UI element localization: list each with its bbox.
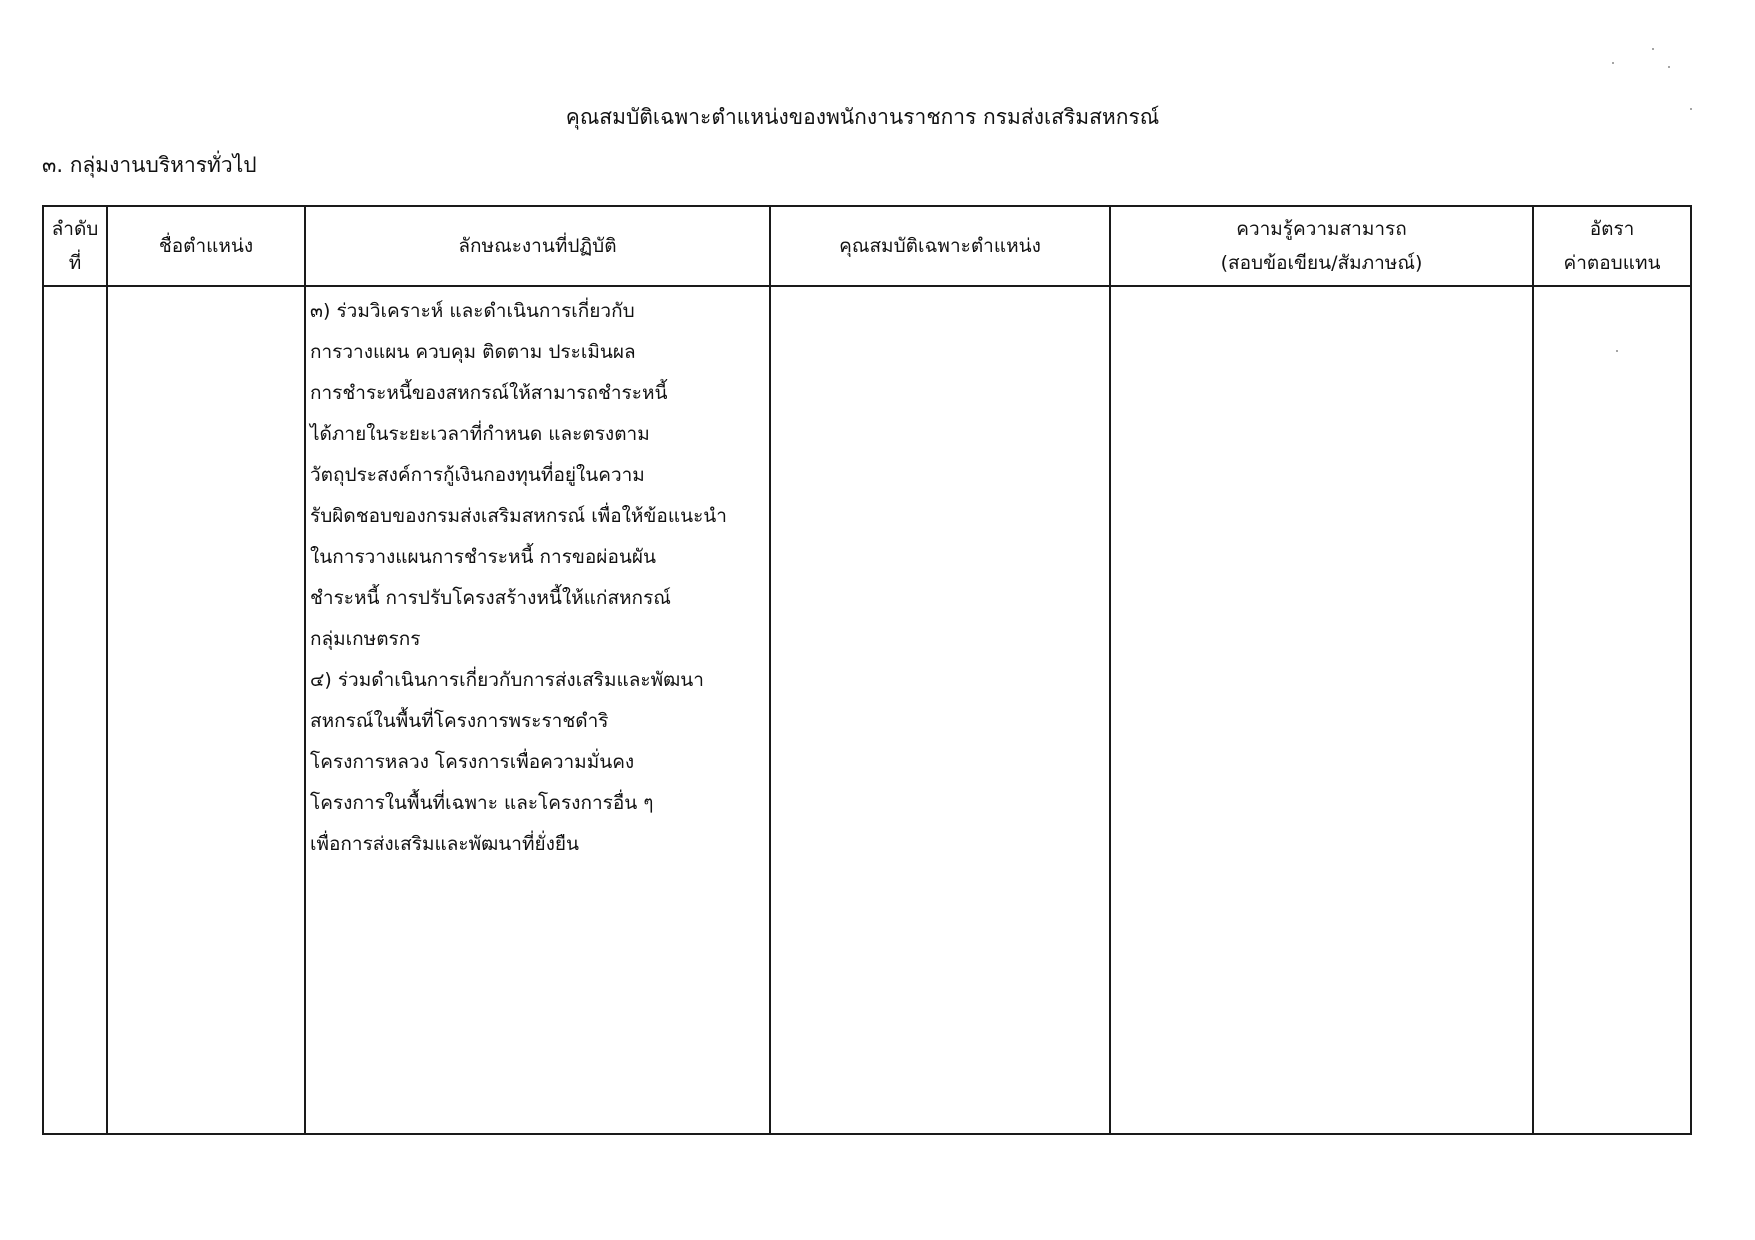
job-description-line: ในการวางแผนการชำระหนี้ การขอผ่อนผัน: [310, 546, 656, 568]
header-knowledge: [1110, 206, 1533, 286]
header-order-line2: ที่: [68, 252, 82, 274]
cell-qualifications: [770, 286, 1110, 1134]
cell-compensation: [1533, 286, 1691, 1134]
job-description-line: ๔) ร่วมดำเนินการเกี่ยวกับการส่งเสริมและพัฒนา: [310, 669, 704, 691]
scan-speck: [1652, 48, 1654, 50]
header-order: [43, 206, 107, 286]
table-row: [43, 286, 1691, 1134]
header-position-name: ชื่อตำแหน่ง: [107, 206, 305, 286]
job-description-line: ชำระหนี้ การปรับโครงสร้างหนี้ให้แก่สหกรณ์: [310, 587, 671, 609]
header-compensation: [1533, 206, 1691, 286]
page-title: คุณสมบัติเฉพาะตำแหน่งของพนักงานราชการ กรมส่งเสริมสหกรณ์: [565, 105, 1160, 129]
section-heading: ๓. กลุ่มงานบริหารทั่วไป: [42, 153, 257, 177]
job-description-line: การชำระหนี้ของสหกรณ์ให้สามารถชำระหนี้: [310, 382, 668, 404]
job-description-line: กลุ่มเกษตรกร: [310, 628, 421, 650]
cell-job-description: [305, 286, 770, 1134]
job-description-line: โครงการหลวง โครงการเพื่อความมั่นคง: [310, 751, 635, 773]
job-description-text: [306, 287, 769, 865]
job-description-line: ได้ภายในระยะเวลาที่กำหนด และตรงตาม: [310, 423, 650, 445]
job-description-line: การวางแผน ควบคุม ติดตาม ประเมินผล: [310, 341, 636, 363]
header-qualifications: คุณสมบัติเฉพาะตำแหน่ง: [770, 206, 1110, 286]
header-knowledge-line1: ความรู้ความสามารถ: [1236, 218, 1407, 240]
cell-knowledge: [1110, 286, 1533, 1134]
cell-position-name: [107, 286, 305, 1134]
header-compensation-line1: อัตรา: [1589, 218, 1635, 240]
job-description-line: ๓) ร่วมวิเคราะห์ และดำเนินการเกี่ยวกับ: [310, 300, 635, 322]
header-knowledge-line2: (สอบข้อเขียน/สัมภาษณ์): [1220, 252, 1423, 274]
job-description-line: เพื่อการส่งเสริมและพัฒนาที่ยั่งยืน: [310, 833, 579, 855]
scan-speck: [1668, 66, 1670, 68]
scan-speck: [1616, 350, 1618, 352]
table-header-row: [43, 206, 1691, 286]
qualification-table: [42, 205, 1692, 1135]
scan-speck: [1612, 62, 1614, 64]
header-compensation-line2: ค่าตอบแทน: [1563, 252, 1661, 274]
job-description-line: โครงการในพื้นที่เฉพาะ และโครงการอื่น ๆ: [310, 792, 654, 814]
header-job-description: ลักษณะงานที่ปฏิบัติ: [305, 206, 770, 286]
header-order-line1: ลำดับ: [51, 218, 99, 240]
cell-order: [43, 286, 107, 1134]
job-description-line: รับผิดชอบของกรมส่งเสริมสหกรณ์ เพื่อให้ข้อแนะนำ: [310, 505, 727, 527]
job-description-line: วัตถุประสงค์การกู้เงินกองทุนที่อยู่ในความ: [310, 464, 645, 486]
job-description-line: สหกรณ์ในพื้นที่โครงการพระราชดำริ: [310, 710, 609, 732]
scan-speck: [1690, 108, 1692, 110]
